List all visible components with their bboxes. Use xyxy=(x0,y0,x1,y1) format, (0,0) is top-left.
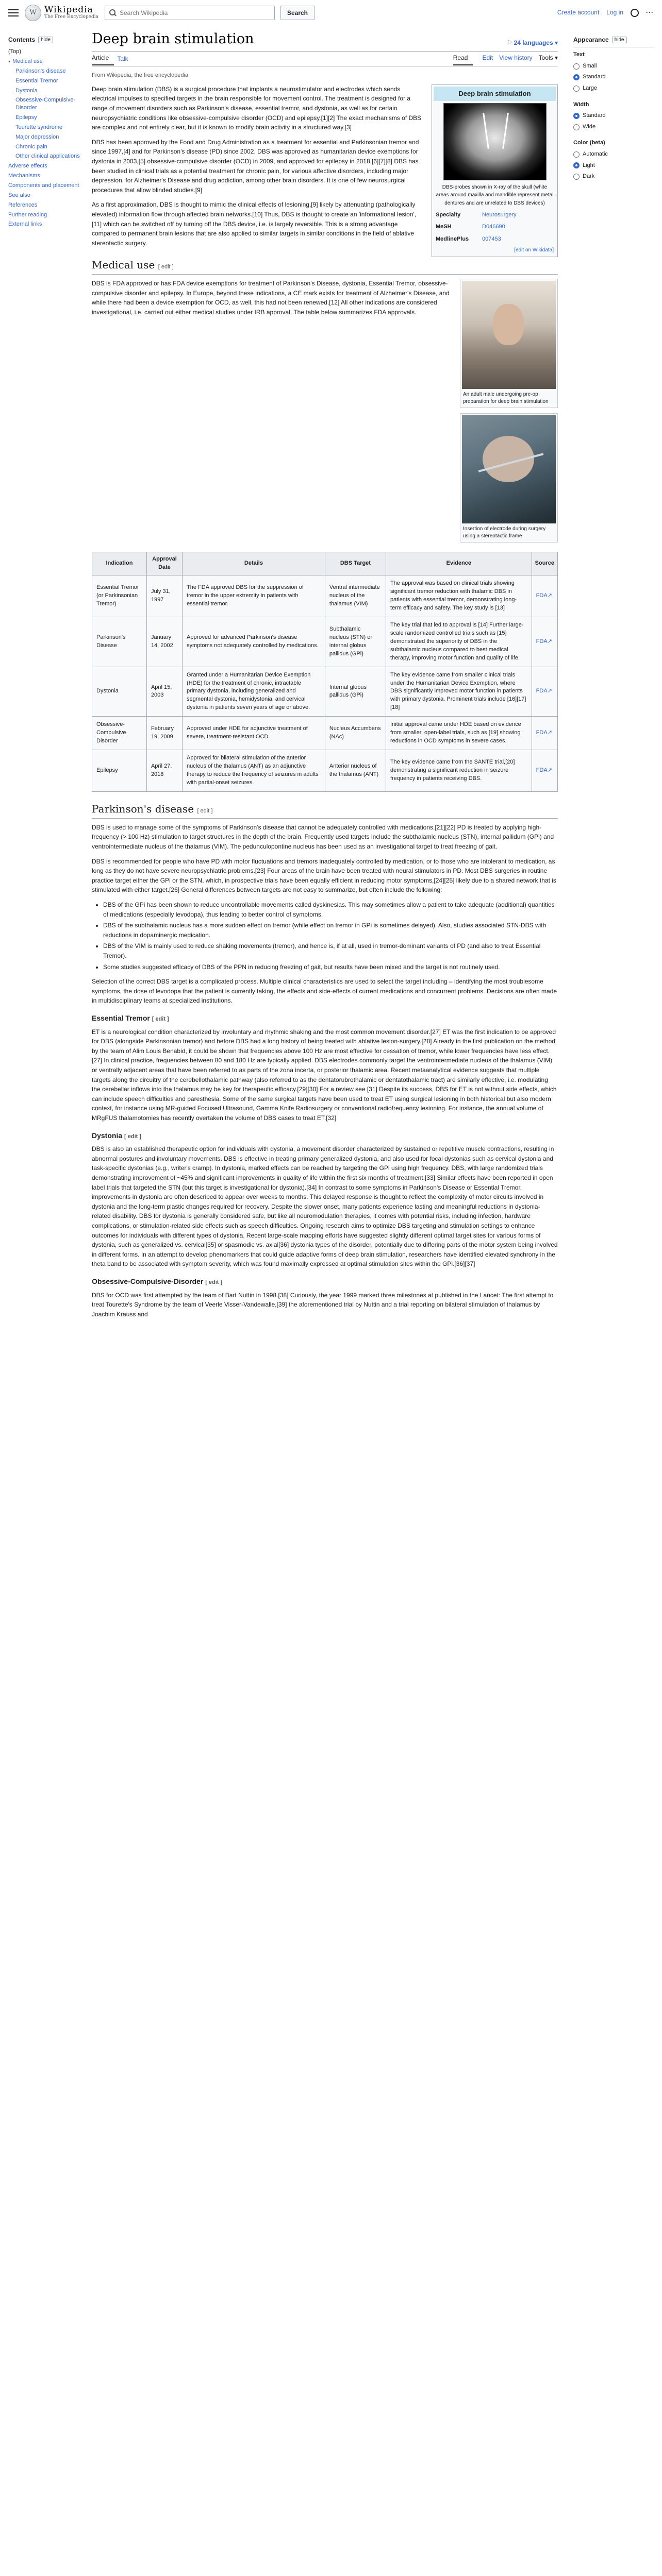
toc-item[interactable] xyxy=(8,57,86,66)
toc-item-label: Further reading xyxy=(8,211,47,218)
list-item: • DBS of the VIM is mainly used to reduce shaking movements (tremor), and hence is, if at all, used in tremor-dominant variants of PD (and also to treat Essential Tremor). xyxy=(103,941,558,960)
user-icon[interactable] xyxy=(631,9,639,17)
dystonia-paragraph: DBS is also an established therapeutic option for individuals with dystonia, a movement disorder characterized by sustained or repetitive muscle contractions, resulting in abnormal postures and involuntary movements. DBS is effective in treating primary generalized dystonia, and also used for focal dystonias such as cervical dystonia and task-specific dystonias (e.g., writer's cramp). In dystonia, marked effects can be reached by targeting the GPi using high frequency. DBS, with large randomized trials demonstrating improvement of ~45% and significant improvements in quality of life within the first six months of treatment.[33] Similar effects have been reported in open label trials that targeted the STN (but this target is investigational for dystonia).[34] In contrast to some symptoms in Parkinson's Disease or Essential Tremor, improvements in dystonia are often described to appear over weeks to months. This delayed response is thought to reflect the complexity of motor circuits involved in dystonia and the long-term plastic changes required for recovery. Despite the slower onset, many patients experience lasting and meaningful reductions in dystonia-related disability. DBS for dystonia is generally considered safe, but like all neuromodulation therapies, it comes with potential risks, including infection, hardware complications, or stimulation-related side effects such as speech difficulties. Ongoing research aims to optimize DBS targeting and stimulation settings to enhance outcomes for individuals with different types of dystonia. Recent large-scale mapping efforts have suggested slightly different optimal target sites for various forms of dystonia, such as generalized vs. cervical[35] or spasmodic vs. axial[36] dystonia types of the disorder, potentially due to differing parts of the motor system being involved in different forms. In an attempt to develop phenomarkers that could guide adaptive forms of deep brain stimulation, researchers have identified elevated synchrony in the theta band to be associated with symptom severity, which was found maximally expressed at optimal stimulation sites within the GPi.[36][37] xyxy=(92,1145,558,1268)
table-header: Approval Date xyxy=(146,552,182,575)
section-heading-parkinsons: Parkinson's disease [ edit ] xyxy=(92,801,558,819)
appearance-option[interactable] xyxy=(573,61,654,72)
infobox-caption: DBS-probes shown in X-ray of the skull (white areas around maxilla and mandible represent metal dentures and are unrelated to DBS devices) xyxy=(436,184,554,206)
radio-button[interactable] xyxy=(573,74,580,80)
intro-paragraph: As a first approximation, DBS is thought to mimic the clinical effects of lesioning,[9] likely by attenuating (pathologically elevated) information flow through affected brain networks.[10] Thus, DBS is thought to create an 'informational lesion',[11] which can be switched off by turning off the DBS device, i.e. is largely reversible. This is a strong advantage compared to permanent brain lesions that are also applied to similar targets in similar conditions in the field of ablative stereotactic surgery. xyxy=(92,201,417,247)
list-item: • DBS of the GPi has been shown to reduce uncontrollable movements called dyskinesias. This may sometimes allow a patient to take adequate (additional) quantities of medications (especially levodopa), thus leading to better control of symptoms. xyxy=(103,900,558,919)
toc-item[interactable] xyxy=(8,66,86,76)
source-link[interactable]: FDA↗ xyxy=(532,717,557,750)
appearance-group xyxy=(573,50,654,94)
toc-item-label: Tourette syndrome xyxy=(15,124,63,130)
main-content xyxy=(86,26,566,1324)
table-cell: The key evidence came from smaller clinical trials under the Humanitarian Device Exemption, where DBS significantly improved motor function in patients with primary dystonia. Prominent trials include [16][17][18] xyxy=(386,667,532,717)
logo-tagline: The Free Encyclopedia xyxy=(44,14,98,20)
edit-section-link[interactable]: [ edit ] xyxy=(152,1015,169,1022)
intro-paragraph: Deep brain stimulation (DBS) is a surgical procedure that implants a neurostimulator and electrodes which sends electrical impulses to specified targets in the brain responsible for movement control. The treatment is designed for a range of movement disorders such as Parkinson's disease, essential tremor, and dystonia, as well as for certain neuropsychiatric conditions like obsessive-compulsive disorder (OCD) and epilepsy.[1][2] The exact mechanisms of DBS are complex and not entirely clear, but it is known to modify brain activity in a structured way.[3] xyxy=(92,85,422,131)
appearance-option[interactable] xyxy=(573,160,654,172)
pd-paragraph: Selection of the correct DBS target is a complicated process. Multiple clinical characteristics are used to select the target including – identifying the most troublesome symptoms, the dose of levodopa that the patient is currently taking, the effects and side-effects of current medications and concurrent problems. Decisions are often made in multidisciplinary teams at specialized institutions. xyxy=(92,978,557,1005)
appearance-option-label: Dark xyxy=(583,173,595,180)
figure-caption: Insertion of electrode during surgery using a stereotactic frame xyxy=(463,526,546,539)
section-heading-dystonia: Dystonia [ edit ] xyxy=(92,1131,142,1140)
infobox-key: MedlinePlus xyxy=(436,235,469,242)
toc-item-label: Chronic pain xyxy=(15,143,47,150)
toc-item[interactable] xyxy=(8,191,86,200)
page-title: Deep brain stimulation xyxy=(92,31,254,47)
tab-talk[interactable]: Talk xyxy=(117,55,128,63)
table-header: Indication xyxy=(92,552,147,575)
appearance-group xyxy=(573,139,654,182)
appearance-option-label: Automatic xyxy=(583,150,608,157)
table-row xyxy=(92,617,558,667)
toc-item[interactable] xyxy=(8,161,86,171)
radio-button[interactable] xyxy=(573,86,580,92)
toc-item-label: Major depression xyxy=(15,133,59,140)
radio-button[interactable] xyxy=(573,124,580,130)
toc-item[interactable] xyxy=(8,95,86,113)
appearance-title: Appearance xyxy=(573,36,609,43)
radio-button[interactable] xyxy=(573,151,580,158)
table-cell: Obsessive-Compulsive Disorder xyxy=(92,717,147,750)
table-cell: Initial approval came under HDE based on evidence from smaller, open-label trials, such as [19] showing reductions in OCD symptoms in severe cases. xyxy=(386,717,532,750)
table-cell: The approval was based on clinical trials showing significant tremor reduction with thalamic DBS in patients with essential tremor, demonstrating long-term efficacy and safety. The key study is [13] xyxy=(386,575,532,617)
search-box xyxy=(105,6,275,20)
toc-item[interactable] xyxy=(8,86,86,96)
edit-section-link[interactable]: [ edit ] xyxy=(124,1133,142,1140)
infobox-value[interactable]: D046690 xyxy=(482,224,505,230)
logo-title: Wikipedia xyxy=(44,5,93,15)
appearance-option-label: Light xyxy=(583,162,595,168)
source-link[interactable]: FDA↗ xyxy=(532,750,557,792)
toc-item-label: See also xyxy=(8,192,30,198)
search-input[interactable] xyxy=(120,9,274,16)
intro-paragraph: DBS has been approved by the Food and Drug Administration as a treatment for essential and Parkinsonian tremor and since 1997,[4] and for Parkinson's disease (PD) since 2002. DBS was approved as humanitarian device exemptions for dystonia in 2003,[5] obsessive-compulsive disorder (OCD) in 2009, and approved for epilepsy in 2018.[6][7][8] DBS has been studied in clinical trials as a potential treatment for chronic pain, for various affective disorders, including major depression, for Alzheimer's Disease and drug addiction, among other brain disorders. It is one of few neurosurgical procedures that allow blinded studies.[9] xyxy=(92,138,419,194)
table-cell: January 14, 2002 xyxy=(146,617,182,667)
search-icon xyxy=(105,6,120,20)
appearance-group-label: Width xyxy=(573,101,589,108)
table-row xyxy=(92,717,558,750)
surgery-photo[interactable] xyxy=(462,415,556,523)
table-cell: Internal globus pallidus (GPi) xyxy=(325,667,386,717)
table-cell: Subthalamic nucleus (STN) or internal globus pallidus (GPi) xyxy=(325,617,386,667)
appearance-option-label: Standard xyxy=(583,112,606,119)
appearance-option-label: Wide xyxy=(583,123,596,130)
main-menu-icon[interactable] xyxy=(8,9,19,16)
site-header xyxy=(0,0,662,26)
more-options-icon[interactable]: ··· xyxy=(646,9,654,16)
source-link[interactable]: FDA↗ xyxy=(532,575,557,617)
toc-item[interactable] xyxy=(8,200,86,210)
table-row xyxy=(92,575,558,617)
tab-view-history[interactable]: View history xyxy=(499,54,533,61)
appearance-hide-button[interactable]: hide xyxy=(612,37,627,43)
appearance-option-label: Standard xyxy=(583,74,606,80)
language-button[interactable]: ⚐ 24 languages ▾ xyxy=(506,39,558,46)
appearance-option[interactable] xyxy=(573,122,654,133)
figure-preop xyxy=(460,279,558,408)
wikipedia-logo[interactable] xyxy=(25,5,98,21)
table-cell: Approved under HDE for adjunctive treatment of severe, treatment-resistant OCD. xyxy=(183,717,325,750)
source-link[interactable]: FDA↗ xyxy=(532,617,557,667)
toc-item[interactable] xyxy=(8,181,86,191)
table-cell: Approved for advanced Parkinson's disease symptoms not adequately controlled by medications. xyxy=(183,617,325,667)
appearance-panel xyxy=(566,26,654,1324)
appearance-option[interactable] xyxy=(573,149,654,160)
page-tabs xyxy=(92,52,558,67)
edit-section-link[interactable]: [ edit ] xyxy=(158,264,174,270)
table-cell: Essential Tremor (or Parkinsonian Tremor) xyxy=(92,575,147,617)
toc-item-label: Parkinson's disease xyxy=(15,67,66,74)
toc-item[interactable] xyxy=(8,76,86,86)
table-header: DBS Target xyxy=(325,552,386,575)
article-body xyxy=(92,84,558,1319)
toc-title: Contents xyxy=(8,36,35,43)
figure-electrode-insertion xyxy=(460,413,558,543)
globe-icon: W xyxy=(25,5,41,21)
table-header: Evidence xyxy=(386,552,532,575)
toc-item[interactable] xyxy=(8,171,86,181)
toc-item-label: Epilepsy xyxy=(15,114,37,121)
toc-hide-button[interactable]: hide xyxy=(38,37,53,43)
toc-item-label: Essential Tremor xyxy=(15,77,58,84)
pd-paragraph: DBS is recommended for people who have PD with motor fluctuations and tremors inadequately controlled by medication, or to those who are intolerant to medication, as long as they do not have severe neuropsychiatric problems.[23] Four areas of the brain have been treated with neural stimulators in PD. Most DBS surgeries in routine practice target either the GPi or the STN, which, in prospective trials have been equally efficient in reducing motor symptoms,[24][25] likely due to a shared network that is stimulated with either target.[26] General differences between targets are not easy to summarize, but often include the following: xyxy=(92,857,556,894)
appearance-option-label: Small xyxy=(583,62,597,69)
appearance-group-label: Color (beta) xyxy=(573,140,605,146)
medical-use-paragraph: DBS is FDA approved or has FDA device exemptions for treatment of Parkinson's Disease, dystonia, Essential Tremor, obsessive-compulsive disorder and epilepsy. In Europe, beyond these indications, a CE mark exists for treatment of Alzheimer's Disease, and while there had been a device exemption for OCD, as well, this had not been renewed.[12] All other indications are considered investigational, i.e. carried out either medical studies under IRB approval. The table below summarizes FDA approvals. xyxy=(92,280,450,316)
table-cell: Approved for bilateral stimulation of the anterior nucleus of the thalamus (ANT) as an adjunctive therapy to reduce the frequency of seizures in adults with partial-onset seizures. xyxy=(183,750,325,792)
toc-item-label: External links xyxy=(8,221,42,228)
table-header: Details xyxy=(183,552,325,575)
section-heading-essential-tremor: Essential Tremor [ edit ] xyxy=(92,1013,169,1022)
tab-read[interactable]: Read xyxy=(453,53,473,65)
edit-on-wikidata-link[interactable]: [edit on Wikidata] xyxy=(514,247,554,253)
edit-section-link[interactable]: [ edit ] xyxy=(205,1279,223,1285)
appearance-group xyxy=(573,100,654,133)
appearance-option[interactable] xyxy=(573,110,654,122)
appearance-option[interactable] xyxy=(573,171,654,182)
table-of-contents xyxy=(8,26,86,1324)
table-cell: April 27, 2018 xyxy=(146,750,182,792)
toc-item-label: Dystonia xyxy=(15,87,38,94)
list-item: • Some studies suggested efficacy of DBS of the PPN in reducing freezing of gait, but results have been mixed and the target is not routinely used. xyxy=(103,962,558,972)
table-cell: Dystonia xyxy=(92,667,147,717)
toc-item-label: Other clinical applications xyxy=(15,153,80,160)
appearance-option[interactable] xyxy=(573,83,654,94)
create-account-link[interactable]: Create account xyxy=(557,9,600,16)
appearance-group-label: Text xyxy=(573,52,585,58)
ocd-paragraph: DBS for OCD was first attempted by the team of Bart Nuttin in 1998.[38] Curiously, the year 1999 marked three milestones at published in the Lancet: The first attempt to treat Tourette's Syndrome by the team of Veerle Visser-Vandewalle,[39] the aforementioned trial by Nuttin and a trial reporting on bilateral stimulation of thalamus by Joachim Krauss and xyxy=(92,1291,554,1318)
table-cell: The key evidence came from the SANTE trial,[20] demonstrating a significant reduction in seizure frequency in patients receiving DBS. xyxy=(386,750,532,792)
search-button[interactable]: Search xyxy=(280,6,315,20)
list-item: • DBS of the subthalamic nucleus has a more sudden effect on tremor (while effect on tremor in GPi is sometimes delayed). Also, studies associated STN-DBS with reductions in dopaminergic medication. xyxy=(103,921,558,940)
infobox-title: Deep brain stimulation xyxy=(434,87,556,101)
infobox-value[interactable]: 007453 xyxy=(482,235,501,242)
table-cell: April 15, 2003 xyxy=(146,667,182,717)
et-paragraph: ET is a neurological condition characterized by involuntary and rhythmic shaking and the most common movement disorder.[27] ET was the first indication to be approved for DBS (alongside Parkinsonian tremor) and before DBS had a long history of being treated with ablative lesion-surgery.[28] Already in the first publication on the method by the team of Alim Louis Benabid, it could be shown that frequencies above 100 Hz are most effective for cessation of tremor, while lower frequencies have less effect.[27] In clinical practice, frequencies between 80 and 180 Hz are typically applied. DBS electrodes commonly target the ventrointermediate nucleus of the thalamus (VIM) or ventrally adjacent areas that have been referred to as parts of the zona incerta, or posterior thalamic area. Recent metaanalytical evidence suggests that multiple targets along the circuitry of the cerebellothalamic pathway (also referred to as the dentatorubrothalamic or dentatothalamic tract) are similarly effective, i.e. modulating the cerebellar inflows into the thalamus may be key for therapeutic efficacy.[29][30] For a review see [31] Despite its success, DBS for ET is not without side effects, which can include speech difficulties and paresthesia. Some of the same surgical targets have been used to treat ET using surgical lesioning in both historical but also modern context, for instance using MR-guided Focused Ultrasound, Gamma Knife Radiosurgery or conventional radiofrequency lesioning. For instance, the annual volume of MRgFUS thalamotomies has recently overtaken the volume of DBS cases to treat ET.[32] xyxy=(92,1028,557,1122)
fda-approvals-table xyxy=(92,552,558,792)
toc-item-label: Components and placement xyxy=(8,182,79,189)
infobox-key: Specialty xyxy=(436,212,461,218)
radio-button[interactable] xyxy=(573,113,580,119)
preop-photo[interactable] xyxy=(462,281,556,389)
toc-item[interactable] xyxy=(8,142,86,152)
table-header: Source xyxy=(532,552,557,575)
toc-item-label: (Top) xyxy=(8,48,22,55)
pd-target-list xyxy=(103,900,558,972)
toc-item-label: Medical use xyxy=(12,58,43,65)
appearance-option-label: Large xyxy=(583,84,598,91)
tab-edit[interactable]: Edit xyxy=(482,54,493,61)
toc-item[interactable] xyxy=(8,151,86,161)
table-cell: July 31, 1997 xyxy=(146,575,182,617)
tab-article[interactable]: Article xyxy=(92,53,114,65)
table-row xyxy=(92,667,558,717)
section-heading-ocd: Obsessive-Compulsive-Disorder [ edit ] xyxy=(92,1277,223,1285)
toc-item-label: Obsessive-Compulsive-Disorder xyxy=(15,97,76,111)
infobox-value[interactable]: Neurosurgery xyxy=(482,212,517,218)
tools-menu[interactable]: Tools ▾ xyxy=(538,54,558,61)
radio-button[interactable] xyxy=(573,174,580,180)
toc-item[interactable] xyxy=(8,47,86,57)
personal-tools xyxy=(557,8,654,18)
table-row xyxy=(92,750,558,792)
table-cell: Ventral intermediate nucleus of the thalamus (VIM) xyxy=(325,575,386,617)
source-link[interactable]: FDA↗ xyxy=(532,667,557,717)
table-cell: Granted under a Humanitarian Device Exemption (HDE) for the treatment of chronic, intractable primary dystonia, including generalized and segmental dystonia, hemidystonia, and cervical dystonia in patients seven years of age or above. xyxy=(183,667,325,717)
toc-item[interactable] xyxy=(8,123,86,132)
figure-caption: An adult male undergoing pre-op preparation for deep brain stimulation xyxy=(463,392,549,404)
chevron-down-icon[interactable]: ▾ xyxy=(8,59,11,64)
table-cell: February 19, 2009 xyxy=(146,717,182,750)
table-cell: Anterior nucleus of the thalamus (ANT) xyxy=(325,750,386,792)
infobox xyxy=(432,84,558,257)
xray-image[interactable] xyxy=(443,103,547,180)
pd-paragraph: DBS is used to manage some of the symptoms of Parkinson's disease that cannot be adequately controlled with medications.[21][22] PD is treated by applying high-frequency (> 100 Hz) stimulation to target structures in the depth of the brain. Frequently used targets include the subthalamic nucleus (STN), internal pallidum (GPi) and ventrointermediate nucleus of the thalamus (VIM). The pedunculopontine nucleus has been used as an investigational target to treat freezing of gait. xyxy=(92,823,554,851)
section-heading-medical-use: Medical use [ edit ] xyxy=(92,257,558,275)
log-in-link[interactable]: Log in xyxy=(606,9,623,16)
table-cell: The key trial that led to approval is [14] Further large-scale randomized controlled trials such as [15] demonstrated the superiority of DBS in the subthalamic nucleus compared to best medical therapy, improving motor function and quality of life. xyxy=(386,617,532,667)
radio-button[interactable] xyxy=(573,63,580,70)
table-cell: The FDA approved DBS for the suppression of tremor in the upper extremity in patients with essential tremor. xyxy=(183,575,325,617)
toc-item-label: References xyxy=(8,201,38,208)
radio-button[interactable] xyxy=(573,162,580,168)
infobox-key: MeSH xyxy=(436,224,452,230)
toc-item-label: Mechanisms xyxy=(8,173,40,179)
edit-section-link[interactable]: [ edit ] xyxy=(197,807,213,814)
table-cell: Nucleus Accumbens (NAc) xyxy=(325,717,386,750)
toc-item[interactable] xyxy=(8,219,86,229)
from-wikipedia-note: From Wikipedia, the free encyclopedia xyxy=(92,72,189,79)
toc-item[interactable] xyxy=(8,132,86,142)
appearance-option[interactable] xyxy=(573,72,654,83)
table-cell: Epilepsy xyxy=(92,750,147,792)
toc-item-label: Adverse effects xyxy=(8,163,47,170)
toc-item[interactable] xyxy=(8,113,86,123)
toc-item[interactable] xyxy=(8,210,86,220)
table-cell: Parkinson's Disease xyxy=(92,617,147,667)
